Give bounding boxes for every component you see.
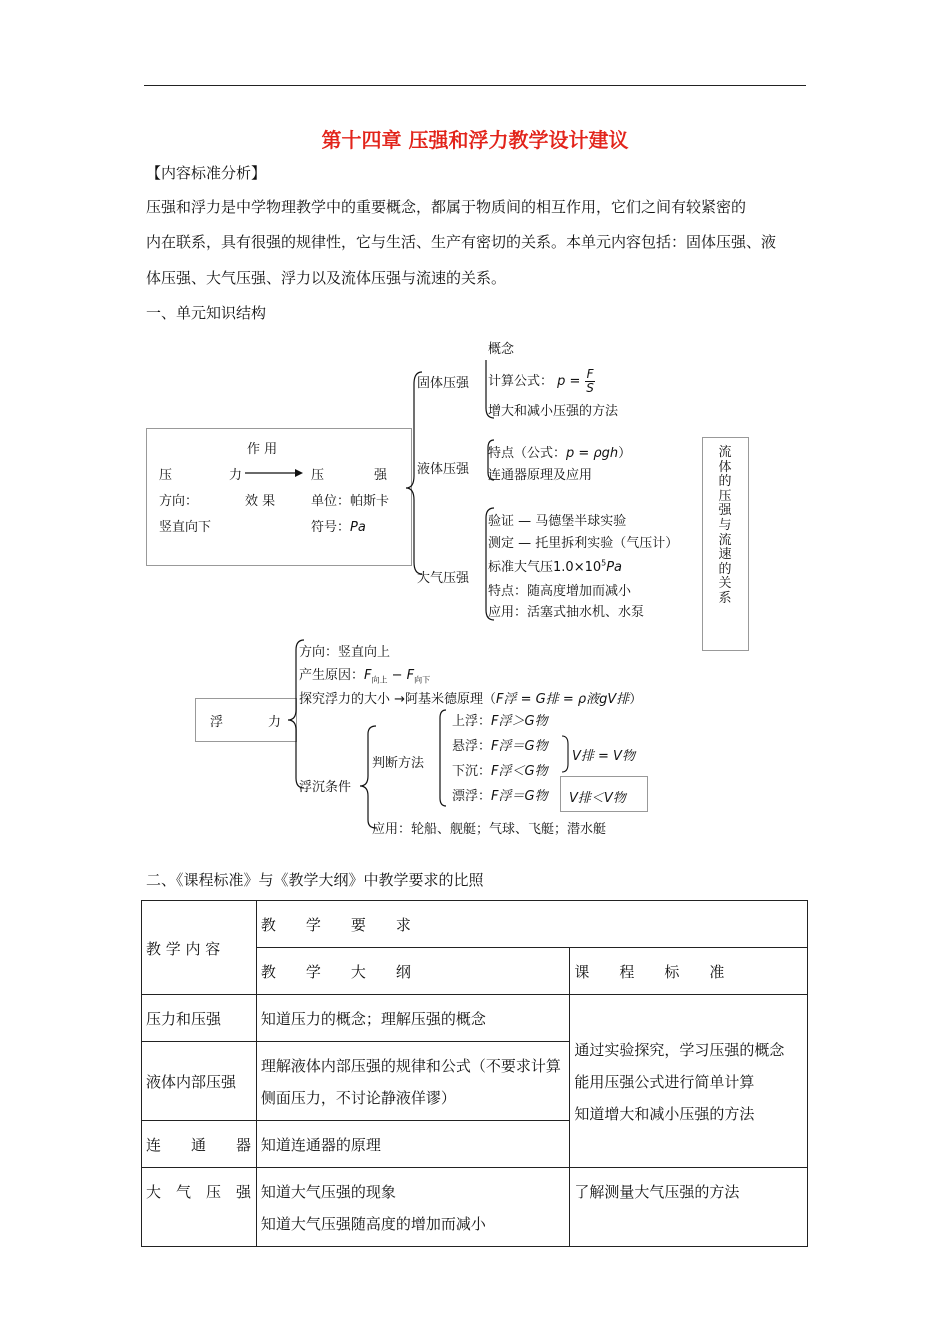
float-up-row: 上浮：F浮＞G物: [452, 714, 548, 729]
solid-methods: 增大和减小压强的方法: [488, 404, 619, 419]
solid-concept: 概念: [488, 342, 515, 357]
header-standard: 课 程 标 准: [570, 948, 808, 995]
float-condition-label: 浮沉条件: [299, 780, 352, 795]
table-row-syllabus: 知道连通器的原理: [256, 1121, 569, 1168]
table-row-syllabus: 理解液体内部压强的规律和公式（不要求计算侧面压力，不讨论静液佯谬）: [256, 1042, 569, 1121]
fluid-pressure-text: 流体的压强与流速的关系: [718, 445, 732, 606]
table-row-topic: 大 气 压 强: [142, 1168, 257, 1247]
direction-label: 方向：: [159, 494, 199, 509]
header-content: 教 学 内 容: [142, 901, 257, 995]
buoyancy-application: 应用：轮船、舰艇；气球、飞艇；潜水艇: [372, 822, 607, 837]
strong-char: 强: [374, 468, 388, 483]
unit-label: 单位：帕斯卡: [311, 494, 390, 509]
liquid-feature: 特点（公式：p = ρgh）: [488, 446, 632, 461]
header-rule: [144, 85, 806, 86]
standard-line-2: 能用压强公式进行简单计算: [574, 1073, 755, 1091]
volume-less: V排＜V物: [569, 791, 626, 806]
page-title: 第十四章 压强和浮力教学设计建议: [321, 128, 629, 152]
table-row-topic: 连 通 器: [142, 1121, 257, 1168]
buoyancy-explore: 探究浮力的大小 →阿基米德原理（F浮 = G排 = ρ液gV排）: [299, 692, 643, 707]
symbol-label: 符号：Pa: [311, 520, 366, 535]
sink-row: 下沉：F浮＜G物: [452, 764, 548, 779]
standard-line-1: 通过实验探究，学习压强的概念: [574, 1041, 785, 1059]
press-char: 压: [159, 468, 173, 483]
pressure-definition-box: [146, 428, 412, 566]
section-label: 【内容标准分析】: [146, 164, 267, 182]
comparison-table: [141, 900, 808, 1247]
volume-less-box: [560, 776, 648, 812]
intro-line-1: 压强和浮力是中学物理教学中的重要概念，都属于物质间的相互作用，它们之间有较紧密的: [146, 198, 747, 216]
heading-comparison: 二、《课程标准》与《教学大纲》中教学要求的比照: [146, 871, 484, 889]
table-row-syllabus: 知道压力的概念；理解压强的概念: [256, 995, 569, 1042]
table-row-syllabus: 知道大气压强的现象 知道大气压强随高度的增加而减小: [256, 1168, 569, 1247]
atm-feature: 特点：随高度增加而减小: [488, 584, 632, 599]
merged-standard-cell: [570, 995, 808, 1168]
pressure-brackets: [400, 360, 500, 630]
effect-label: 效 果: [245, 494, 276, 509]
suspend-sink-brace: [560, 734, 572, 774]
judge-method-label: 判断方法: [372, 756, 425, 771]
table-row-topic: 压力和压强: [142, 995, 257, 1042]
volume-equal: V排 = V物: [572, 749, 635, 764]
buoyancy-char-a: 浮: [210, 715, 224, 730]
liquid-connector: 连通器原理及应用: [488, 468, 593, 483]
pressure-char: 压: [311, 468, 325, 483]
intro-line-2: 内在联系，具有很强的规律性，它与生活、生产有密切的关系。本单元内容包括：固体压强、液: [146, 233, 777, 251]
standard-line-3: 知道增大和减小压强的方法: [574, 1105, 755, 1123]
buoyancy-direction: 方向：竖直向上: [299, 645, 391, 660]
table-row-topic: 液体内部压强: [142, 1042, 257, 1121]
atm-measure: 测定 — 托里拆利实验（气压计）: [488, 536, 679, 551]
solid-formula-row: 计算公式： p = $\frac{F}{S}$: [488, 367, 594, 395]
atm-standard: 标准大气压$1.0\times 10^5Pa$: [488, 558, 623, 575]
buoyancy-char-b: 力: [268, 715, 282, 730]
intro-line-3: 体压强、大气压强、浮力以及流体压强与流速的关系。: [146, 269, 507, 287]
table-row-standard: 了解测量大气压强的方法: [570, 1168, 808, 1247]
force-char: 力: [229, 468, 243, 483]
suspend-row: 悬浮：F浮＝G物: [452, 739, 548, 754]
buoyancy-cause: 产生原因：$F_{向上} - F_{向下}$: [299, 668, 431, 685]
header-requirement: 教 学 要 求: [256, 901, 807, 948]
liquid-pressure-label: 液体压强: [417, 462, 470, 477]
arrow-label: 作 用: [247, 442, 278, 457]
atm-verify: 验证 — 马德堡半球实验: [488, 514, 627, 529]
arrow-icon: [243, 467, 305, 479]
header-syllabus: 教 学 大 纲: [256, 948, 569, 995]
buoyancy-brackets: [280, 630, 460, 840]
direction-value: 竖直向下: [159, 520, 212, 535]
atm-application: 应用：活塞式抽水机、水泵: [488, 605, 645, 620]
atmosphere-label: 大气压强: [417, 571, 470, 586]
float-row: 漂浮：F浮＝G物: [452, 789, 548, 804]
heading-structure: 一、单元知识结构: [146, 304, 267, 322]
fluid-pressure-box: [702, 437, 749, 651]
solid-pressure-label: 固体压强: [417, 376, 470, 391]
